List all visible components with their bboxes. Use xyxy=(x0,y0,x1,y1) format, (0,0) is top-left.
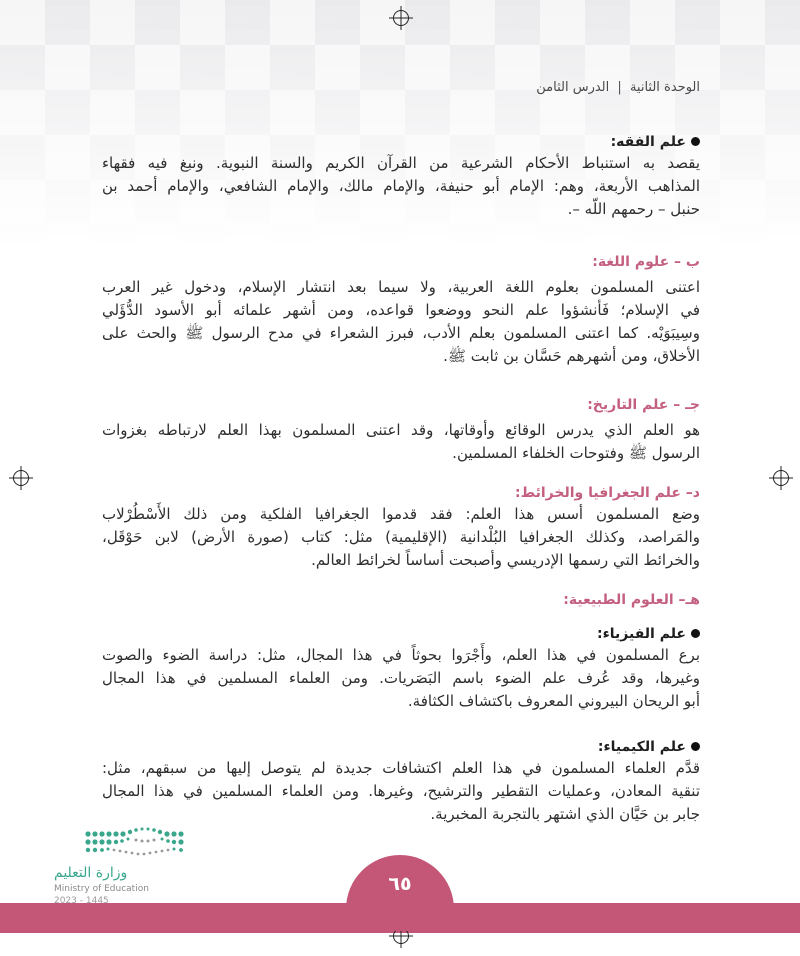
heading-physics-text: علم الفيزياء: xyxy=(597,626,686,642)
heading-physics xyxy=(102,624,700,644)
paragraph-line: الرسول ﷺ وفتوحات الخلفاء المسلمين. xyxy=(452,444,700,462)
heading-history: جـ – علم التاريخ: xyxy=(587,397,700,413)
section-natural-sciences xyxy=(102,590,700,610)
paragraph-physics xyxy=(102,644,700,713)
paragraph-geography xyxy=(102,503,700,572)
ministry-name-english: Ministry of Education xyxy=(54,884,149,894)
heading-chemistry xyxy=(102,737,700,757)
paragraph-line: وضع المسلمون أسس هذا العلم: فقد قدموا الجغرافيا الفلكية ومن ذلك الأَسْطُرْلاب xyxy=(102,505,700,523)
heading-fiqh-text: علم الفقه: xyxy=(610,134,686,150)
bullet-icon xyxy=(691,137,700,146)
edition-year: 2023 - 1445 xyxy=(54,896,109,906)
paragraph-chemistry xyxy=(102,757,700,826)
paragraph-line: والخرائط التي رسمها الإدريسي وأصبحت أساساً لخرائط العالم. xyxy=(311,551,700,569)
paragraph-line: وسِيبَوَيْه. كما اعتنى المسلمون بعلم الأدب، فبرز الشعراء في مدح الرسول ﷺ والحث على xyxy=(102,324,700,342)
ministry-name: وزارة التعليم xyxy=(54,865,128,881)
paragraph-line: تنقية المعادن، وعمليات التقطير والترشيح، وغيرها. ومن العلماء المسلمين في هذا المجال xyxy=(102,782,700,800)
paragraph-line: أبو الريحان البيروني المعروف باكتشاف الكثافة. xyxy=(407,692,700,710)
heading-language: ب – علوم اللغة: xyxy=(592,254,700,270)
section-fiqh xyxy=(102,132,700,221)
section-chemistry xyxy=(102,737,700,826)
breadcrumb-lesson: الدرس الثامن xyxy=(536,80,610,95)
registration-mark-right-icon xyxy=(773,470,789,486)
section-history xyxy=(102,395,700,465)
paragraph-line: هو العلم الذي يدرس الوقائع وأوقاتها، وقد اعتنى المسلمون بهذا العلم لارتباطه بغزوات xyxy=(102,421,700,439)
paragraph-line: قدَّم العلماء المسلمون في هذا العلم اكتشافات جديدة لم يتوصل إليها من سبقهم، مثل: xyxy=(102,759,700,777)
ministry-logo-icon xyxy=(84,826,188,860)
heading-fiqh xyxy=(102,132,700,152)
paragraph-line: والمَراصد، وكذلك الجغرافيا البُلْدانية (الإقليمية) مثل: كتاب (صورة الأرض) لابن حَوْقَل، xyxy=(102,528,700,546)
bullet-icon xyxy=(691,629,700,638)
paragraph-line: جابر بن حَيَّان الذي اشتهر بالتجربة المخبرية. xyxy=(430,805,700,823)
page-number: ٦٥ xyxy=(388,873,412,895)
paragraph-language xyxy=(102,276,700,368)
paragraph-line: الأخلاق، ومن أشهرهم حَسَّان بن ثابت ﷺ. xyxy=(443,347,700,365)
paragraph-history xyxy=(102,419,700,465)
breadcrumb-unit: الوحدة الثانية xyxy=(629,80,700,95)
registration-mark-left-icon xyxy=(13,470,29,486)
bullet-icon xyxy=(691,742,700,751)
paragraph-line: برع المسلمون في هذا العلم، وأَجْرَوا بحوثاً في هذا المجال، مثل: دراسة الضوء والصوت xyxy=(102,646,700,664)
section-physics xyxy=(102,624,700,713)
paragraph-line: اعتنى المسلمون بعلوم اللغة العربية، ولا سيما بعد انتشار الإسلام، ودخول غير العرب xyxy=(102,278,700,296)
breadcrumb xyxy=(536,80,700,95)
heading-geography: د– علم الجغرافيا والخرائط: xyxy=(515,485,700,501)
paragraph-line: في الإسلام؛ فَأنشؤوا علم النحو ووضعوا قواعده، ومن أشهر علمائه أبو الأسود الدُّؤَلي xyxy=(102,301,700,319)
paragraph-line: حنبل – رحمهم اللّه –. xyxy=(567,200,700,218)
paragraph-line: يقصد به استنباط الأحكام الشرعية من القرآن الكريم والسنة النبوية. ونبغ فيه فقهاء xyxy=(102,154,700,172)
heading-natural-sciences: هـ– العلوم الطبيعية: xyxy=(563,592,700,608)
section-language xyxy=(102,252,700,368)
paragraph-line: وغيرها، وقد عُرف علم الضوء باسم البَصَريات. ومن العلماء المسلمين في هذا المجال xyxy=(102,669,700,687)
paragraph-line: المذاهب الأربعة، وهم: الإمام أبو حنيفة، والإمام مالك، والإمام الشافعي، والإمام أحمد بن xyxy=(102,177,700,195)
heading-chemistry-text: علم الكيمياء: xyxy=(597,739,686,755)
section-geography xyxy=(102,483,700,572)
registration-mark-top-icon xyxy=(393,10,409,26)
paragraph-fiqh xyxy=(102,152,700,221)
breadcrumb-separator: | xyxy=(617,80,622,95)
